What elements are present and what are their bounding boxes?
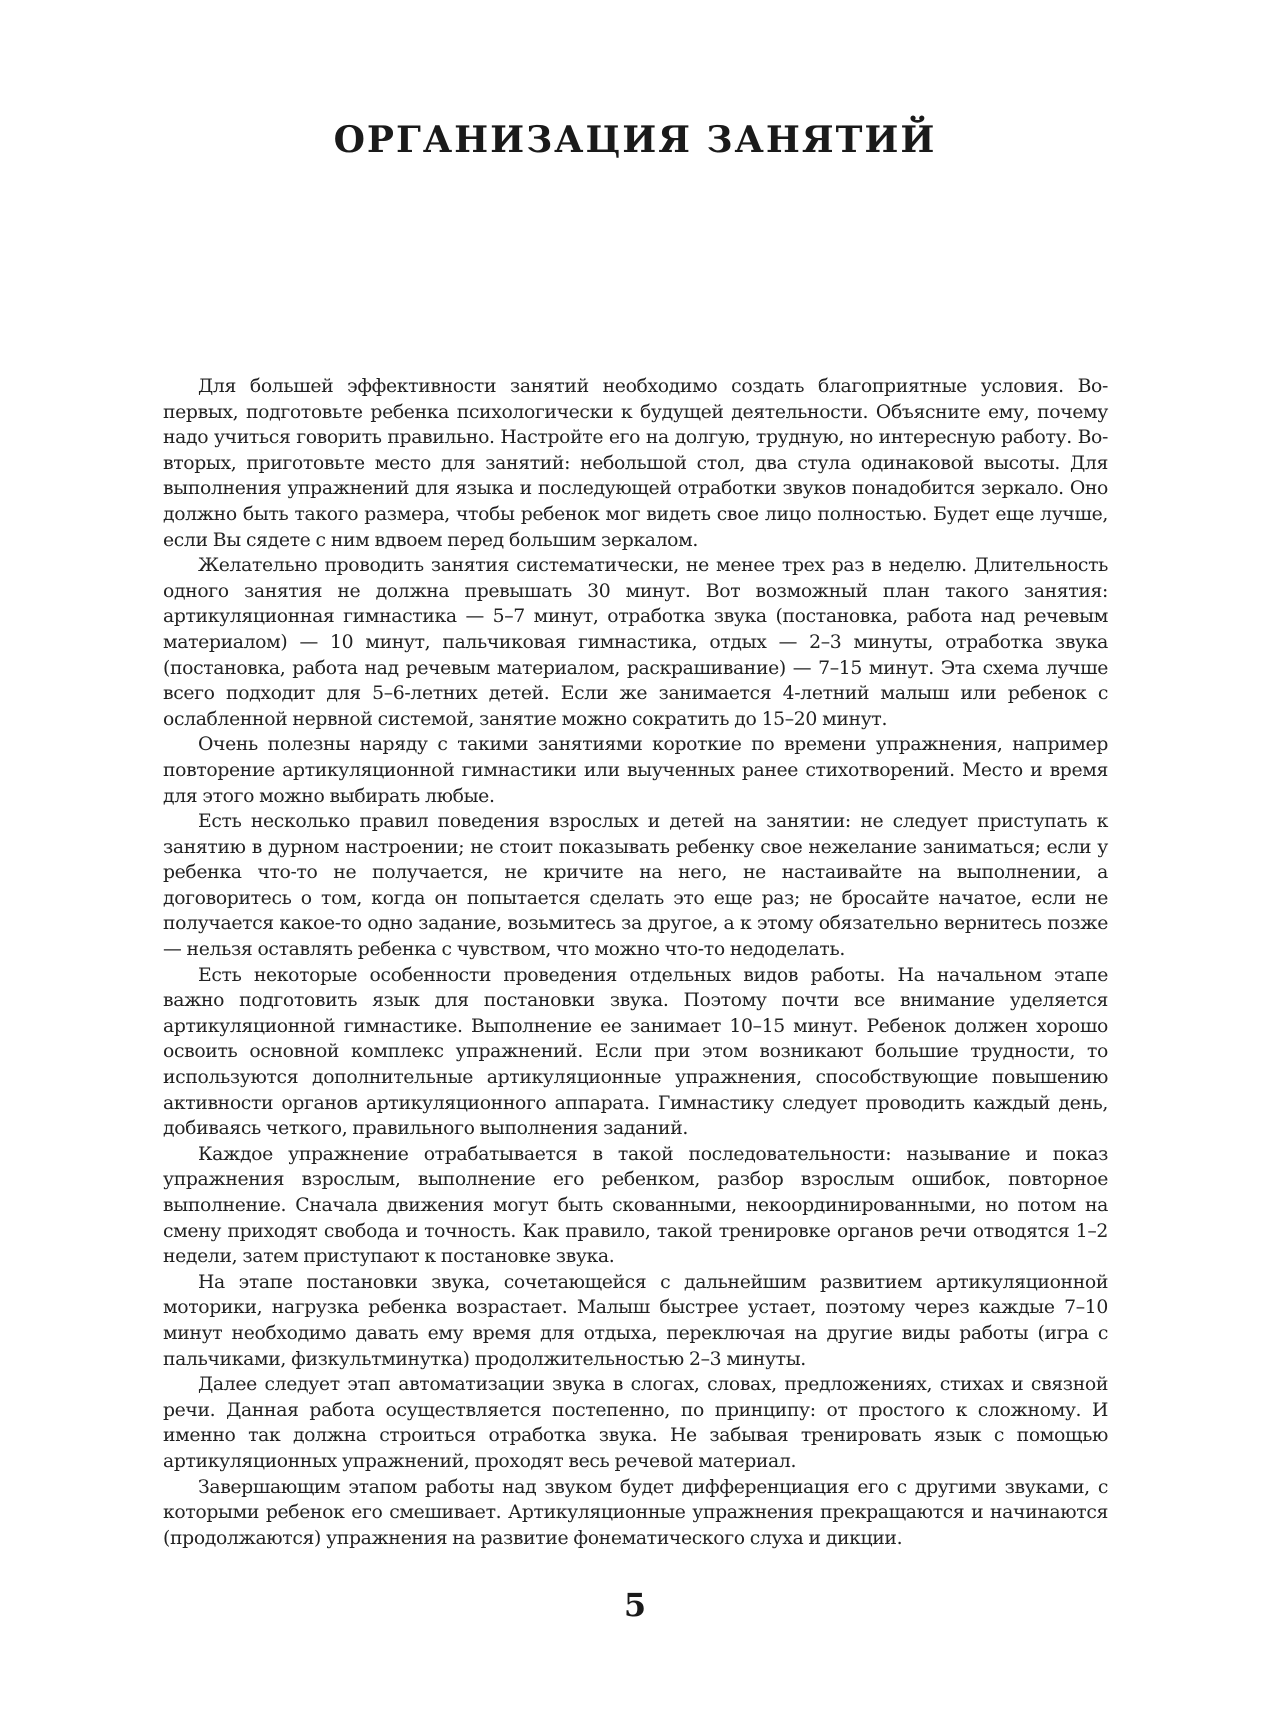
paragraph: Далее следует этап автоматизации звука в слогах, словах, предложениях, стихах и связной речи. Данная работа осуществляется постепенно, по принципу: от простого к сложному. И именно так должна строиться отработка звука. Не забывая тренировать язык с помощью артикуляционных упражнений, проходят весь речевой материал. bbox=[163, 1374, 1108, 1472]
chapter-title: ОРГАНИЗАЦИЯ ЗАНЯТИЙ bbox=[333, 119, 937, 161]
paragraph: Есть некоторые особенности проведения отдельных видов работы. На начальном этапе важно подготовить язык для постановки звука. Поэтому почти все внимание уделяется артикуляционной гимнастике. Выполнение ее занимает 10–15 минут. Ребенок должен хорошо освоить основной комплекс упражнений. Если при этом возникают большие трудности, то используются дополнительные артикуляционные упражнения, способствующие повышению активности органов артикуляционного аппарата. Гимнастику следует проводить каждый день, добиваясь четкого, правильного выполнения заданий. bbox=[163, 964, 1108, 1140]
paragraph: Завершающим этапом работы над звуком будет дифференциация его с другими звуками, с которыми ребенок его смешивает. Артикуляционные упражнения прекращаются и начинаются (продолжаются) упражнения на развитие фонематического слуха и дикции. bbox=[163, 1476, 1108, 1549]
body-text bbox=[163, 374, 1108, 1551]
paragraph: Каждое упражнение отрабатывается в такой последовательности: называние и показ упражнения взрослым, выполнение его ребенком, разбор взрослым ошибок, повторное выполнение. Сначала движения могут быть скованными, некоординированными, но потом на смену приходят свобода и точность. Как правило, такой тренировке органов речи отводятся 1–2 недели, затем приступают к постановке звука. bbox=[163, 1143, 1108, 1268]
paragraph: Желательно проводить занятия систематически, не менее трех раз в неделю. Длительность одного занятия не должна превышать 30 минут. Вот возможный план такого занятия: артикуляционная гимнастика — 5–7 минут, отработка звука (постановка, работа над речевым материалом) — 10 минут, пальчиковая гимнастика, отдых — 2–3 минуты, отработка звука (постановка, работа над речевым материалом, раскрашивание) — 7–15 минут. Эта схема лучше всего подходит для 5–6-летних детей. Если же занимается 4-летний малыш или ребенок с ослабленной нервной системой, занятие можно сократить до 15–20 минут. bbox=[163, 555, 1108, 730]
page-number: 5 bbox=[623, 1586, 647, 1624]
paragraph: Для большей эффективности занятий необходимо создать благоприятные условия. Во-первых, подготовьте ребенка психологически к будущей деятельности. Объясните ему, почему надо учиться говорить правильно. Настройте его на долгую, трудную, но интересную работу. Во-вторых, приготовьте место для занятий: небольшой стол, два стула одинаковой высоты. Для выполнения упражнений для языка и последующей отработки звуков понадобится зеркало. Оно должно быть такого размера, чтобы ребенок мог видеть свое лицо полностью. Будет еще лучше, если Вы сядете с ним вдвоем перед большим зеркалом. bbox=[163, 376, 1108, 551]
paragraph: На этапе постановки звука, сочетающейся с дальнейшим развитием артикуляционной моторики, нагрузка ребенка возрастает. Малыш быстрее устает, поэтому через каждые 7–10 минут необходимо давать ему время для отдыха, переключая на другие виды работы (игра с пальчиками, физкультминутка) продолжительностью 2–3 минуты. bbox=[163, 1271, 1108, 1370]
paragraph: Есть несколько правил поведения взрослых и детей на занятии: не следует приступать к занятию в дурном настроении; не стоит показывать ребенку свое нежелание заниматься; если у ребенка что-то не получается, не кричите на него, не настаивайте на выполнении, а договоритесь о том, когда он попытается сделать это еще раз; не бросайте начатое, если не получается какое-то одно задание, возьмитесь за другое, а к этому обязательно вернитесь позже — нельзя оставлять ребенка с чувством, что можно что-то недоделать. bbox=[163, 811, 1108, 961]
paragraph: Очень полезны наряду с такими занятиями короткие по времени упражнения, например повторение артикуляционной гимнастики или выученных ранее стихотворений. Место и время для этого можно выбирать любые. bbox=[163, 734, 1108, 807]
